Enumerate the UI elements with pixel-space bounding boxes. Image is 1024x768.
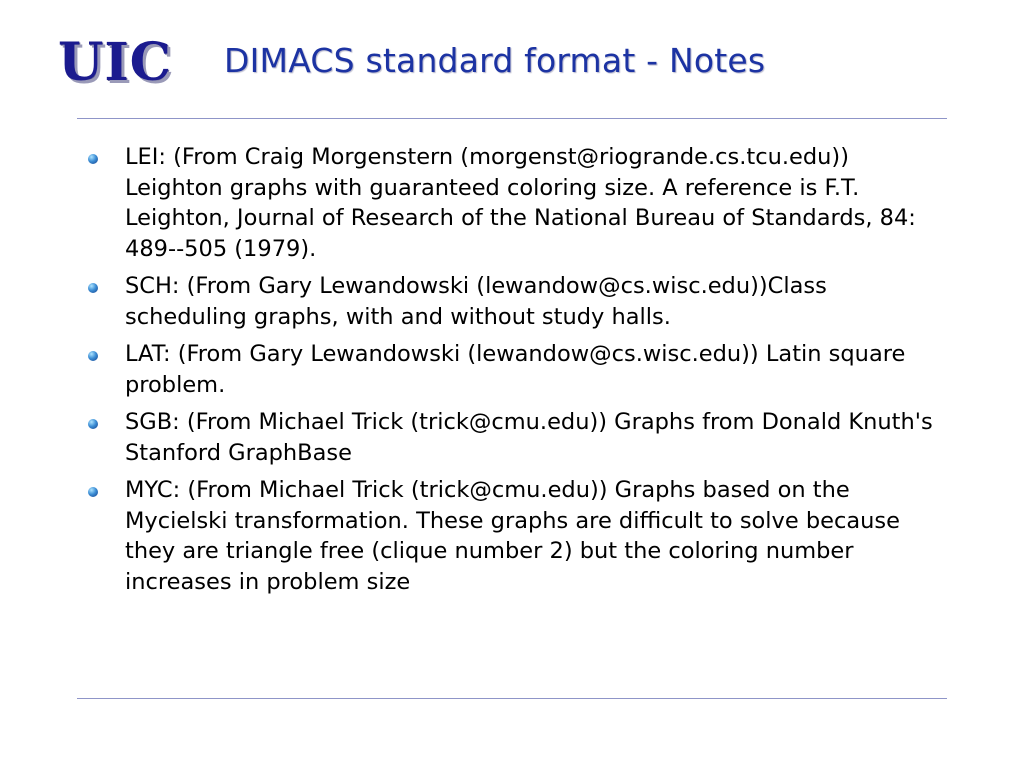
top-divider <box>77 118 947 119</box>
bullet-dot-icon <box>88 487 98 497</box>
bullet-item-sgb <box>88 407 948 468</box>
bullet-text: MYC: (From Michael Trick (trick@cmu.edu)) Graphs based on the Mycielski transformation. These graphs are difficult to solve because they are triangle free (clique number 2) but the coloring number increases in problem size <box>125 477 900 595</box>
bullet-text: LEI: (From Craig Morgenstern (morgenst@riogrande.cs.tcu.edu)) Leighton graphs with guaranteed coloring size. A reference is F.T. Leighton, Journal of Research of the National Bureau of Standards, 84: 489--505 (1979). <box>125 144 916 262</box>
bullet-dot-icon <box>88 419 98 429</box>
bullet-dot-icon <box>88 283 98 293</box>
bottom-divider <box>77 698 947 699</box>
bullet-item-myc <box>88 475 948 597</box>
bullet-text: LAT: (From Gary Lewandowski (lewandow@cs.wisc.edu)) Latin square problem. <box>125 341 906 398</box>
bullet-item-sch <box>88 271 948 332</box>
bullet-text: SGB: (From Michael Trick (trick@cmu.edu)) Graphs from Donald Knuth's Stanford GraphBase <box>125 409 933 466</box>
bullet-dot-icon <box>88 351 98 361</box>
slide-title: DIMACS standard format - Notes <box>224 41 766 80</box>
bullet-item-lei <box>88 142 948 264</box>
uic-logo: UIC <box>58 32 173 93</box>
bullet-list <box>88 142 948 604</box>
bullet-text: SCH: (From Gary Lewandowski (lewandow@cs.wisc.edu))Class scheduling graphs, with and without study halls. <box>125 273 827 330</box>
bullet-dot-icon <box>88 154 98 164</box>
bullet-item-lat <box>88 339 948 400</box>
